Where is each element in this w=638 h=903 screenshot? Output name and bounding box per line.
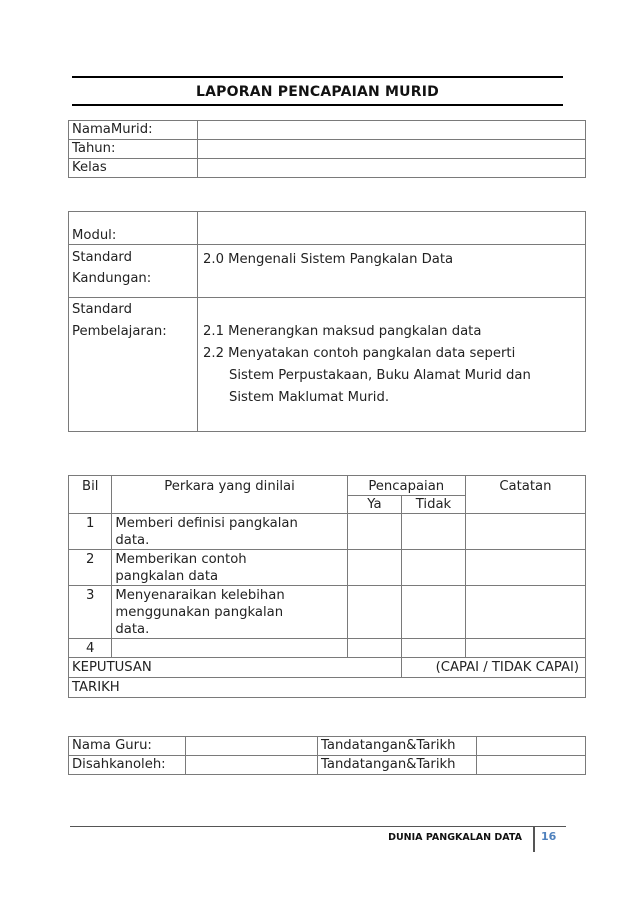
signature-table	[68, 736, 586, 775]
item-catatan-cell[interactable]	[465, 514, 585, 550]
student-info-table	[68, 120, 586, 178]
item-bil: 2	[69, 550, 112, 586]
sp-item-1: 2.1 Menerangkan maksud pangkalan data	[203, 324, 482, 339]
item-catatan-cell[interactable]	[465, 550, 585, 586]
student-name-field[interactable]	[198, 121, 586, 140]
nama-guru-label: Nama Guru:	[69, 737, 186, 756]
student-year-field[interactable]	[198, 140, 586, 159]
sp-item-2-cont-1: Sistem Perpustakaan, Buku Alamat Murid dan	[229, 368, 531, 383]
modul-field[interactable]	[198, 212, 586, 245]
module-info-table	[68, 211, 586, 432]
standard-pembelajaran-label-2: Pembelajaran:	[72, 324, 167, 339]
sp-item-2-cont-2: Sistem Maklumat Murid.	[229, 390, 390, 405]
item-tidak-cell[interactable]	[402, 586, 466, 639]
tandatangan-field-2[interactable]	[477, 756, 586, 775]
standard-kandungan-label-1: Standard	[72, 250, 132, 265]
standard-pembelajaran-label-1: Standard	[72, 302, 132, 317]
header-catatan: Catatan	[465, 476, 585, 514]
table-row	[69, 550, 586, 586]
tarikh-label: TARIKH	[69, 678, 586, 698]
item-bil: 3	[69, 586, 112, 639]
header-ya: Ya	[347, 496, 402, 514]
item-text	[112, 550, 347, 586]
item-bil: 4	[69, 639, 112, 658]
assessment-table	[68, 475, 586, 698]
table-row	[69, 140, 586, 159]
header-tidak: Tidak	[402, 496, 466, 514]
student-class-field[interactable]	[198, 159, 586, 178]
student-name-label: NamaMurid:	[69, 121, 198, 140]
table-row	[69, 245, 586, 298]
nama-guru-field[interactable]	[186, 737, 318, 756]
standard-kandungan-label-cell	[69, 245, 198, 298]
table-row	[69, 586, 586, 639]
footer-rule	[70, 826, 566, 827]
item-text	[112, 514, 347, 550]
standard-kandungan-label-2: Kandungan:	[72, 271, 152, 286]
student-class-label: Kelas	[69, 159, 198, 178]
header-bil: Bil	[69, 476, 112, 514]
keputusan-value[interactable]: (CAPAI / TIDAK CAPAI)	[402, 658, 586, 678]
item-tidak-cell[interactable]	[402, 550, 466, 586]
item-line: menggunakan pangkalan	[115, 605, 284, 620]
item-text	[112, 586, 347, 639]
item-catatan-cell[interactable]	[465, 586, 585, 639]
tandatangan-field-1[interactable]	[477, 737, 586, 756]
header-pencapaian: Pencapaian	[347, 476, 465, 496]
table-row	[69, 756, 586, 775]
page-title: LAPORAN PENCAPAIAN MURID	[196, 84, 439, 100]
table-row	[69, 514, 586, 550]
standard-pembelajaran-label-cell	[69, 298, 198, 432]
disahkan-field[interactable]	[186, 756, 318, 775]
table-row	[69, 298, 586, 432]
item-line: data.	[115, 533, 150, 548]
item-text	[112, 639, 347, 658]
item-ya-cell[interactable]	[347, 550, 402, 586]
modul-label: Modul:	[72, 228, 117, 243]
modul-label-cell	[69, 212, 198, 245]
table-row	[69, 639, 586, 658]
footer-title: DUNIA PANGKALAN DATA	[388, 832, 522, 843]
tandatangan-label-1: Tandatangan&Tarikh	[318, 737, 477, 756]
title-bottom-rule	[72, 104, 563, 106]
table-row	[69, 212, 586, 245]
standard-pembelajaran-value-cell	[198, 298, 586, 432]
item-tidak-cell[interactable]	[402, 639, 466, 658]
item-line: data.	[115, 622, 150, 637]
table-row	[69, 159, 586, 178]
page-number: 16	[541, 830, 557, 843]
student-year-label: Tahun:	[69, 140, 198, 159]
tarikh-row	[69, 678, 586, 698]
disahkan-label: Disahkanoleh:	[69, 756, 186, 775]
standard-kandungan-value-cell	[198, 245, 586, 298]
title-top-rule	[72, 76, 563, 78]
item-ya-cell[interactable]	[347, 586, 402, 639]
item-ya-cell[interactable]	[347, 639, 402, 658]
table-row	[69, 121, 586, 140]
item-ya-cell[interactable]	[347, 514, 402, 550]
tandatangan-label-2: Tandatangan&Tarikh	[318, 756, 477, 775]
item-line: Menyenaraikan kelebihan	[115, 588, 285, 603]
item-line: pangkalan data	[115, 569, 219, 584]
keputusan-label: KEPUTUSAN	[69, 658, 402, 678]
item-tidak-cell[interactable]	[402, 514, 466, 550]
footer-divider	[533, 826, 535, 852]
header-perkara: Perkara yang dinilai	[112, 476, 347, 514]
standard-kandungan-value: 2.0 Mengenali Sistem Pangkalan Data	[203, 252, 454, 267]
item-line: Memberi definisi pangkalan	[115, 516, 298, 531]
table-row	[69, 737, 586, 756]
item-bil: 1	[69, 514, 112, 550]
sp-item-2: 2.2 Menyatakan contoh pangkalan data seperti	[203, 346, 516, 361]
table-header-row	[69, 476, 586, 496]
item-line: Memberikan contoh	[115, 552, 247, 567]
item-catatan-cell[interactable]	[465, 639, 585, 658]
keputusan-row	[69, 658, 586, 678]
